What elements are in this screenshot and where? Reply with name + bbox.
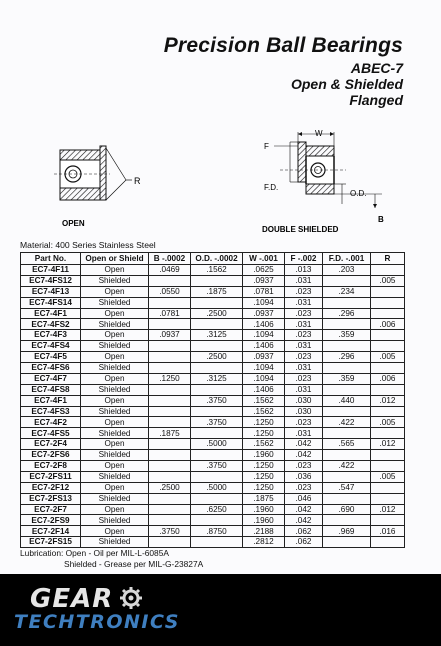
table-cell <box>149 439 191 450</box>
table-row <box>21 286 405 297</box>
table-cell: .042 <box>285 504 323 515</box>
table-cell: .0781 <box>243 286 285 297</box>
table-cell: .296 <box>323 352 371 363</box>
table-cell: .0625 <box>243 265 285 276</box>
table-cell: .031 <box>285 319 323 330</box>
subtitle-style: Flanged <box>349 92 403 108</box>
table-cell: .023 <box>285 286 323 297</box>
table-row <box>21 417 405 428</box>
table-cell: .023 <box>285 461 323 472</box>
table-cell: .0937 <box>243 352 285 363</box>
table-cell: .422 <box>323 461 371 472</box>
brand-word-techtronics: TECHTRONICS <box>14 611 180 633</box>
shielded-diagram-w-label: W <box>315 129 323 138</box>
table-row <box>21 341 405 352</box>
table-cell: .1960 <box>243 515 285 526</box>
table-row <box>21 395 405 406</box>
table-cell: EC7-4F11 <box>21 265 81 276</box>
table-cell: .1406 <box>243 341 285 352</box>
table-cell: .969 <box>323 526 371 537</box>
table-cell: Shielded <box>81 384 149 395</box>
table-cell: EC7-2FS9 <box>21 515 81 526</box>
table-cell: .1875 <box>149 428 191 439</box>
table-cell: .1960 <box>243 450 285 461</box>
table-cell: EC7-2FS11 <box>21 471 81 482</box>
table-cell <box>371 363 405 374</box>
table-cell: .1562 <box>243 395 285 406</box>
table-cell: Shielded <box>81 341 149 352</box>
table-cell <box>191 297 243 308</box>
material-note: Material: 400 Series Stainless Steel <box>20 240 156 250</box>
table-cell: EC7-2FS6 <box>21 450 81 461</box>
table-cell: EC7-4F2 <box>21 417 81 428</box>
table-row <box>21 265 405 276</box>
table-cell: Open <box>81 504 149 515</box>
table-cell: .042 <box>285 515 323 526</box>
table-row <box>21 493 405 504</box>
table-cell: EC7-4F5 <box>21 352 81 363</box>
table-cell: .1250 <box>243 461 285 472</box>
table-cell <box>323 341 371 352</box>
table-cell: Open <box>81 308 149 319</box>
table-cell <box>323 537 371 548</box>
table-cell <box>149 384 191 395</box>
table-cell: .030 <box>285 395 323 406</box>
table-cell: .031 <box>285 297 323 308</box>
table-cell: Shielded <box>81 319 149 330</box>
table-cell: .0937 <box>243 308 285 319</box>
table-cell: EC7-4FS4 <box>21 341 81 352</box>
table-cell: .234 <box>323 286 371 297</box>
table-cell: .1960 <box>243 504 285 515</box>
table-cell <box>149 275 191 286</box>
table-cell <box>149 515 191 526</box>
table-cell: .016 <box>371 526 405 537</box>
table-cell <box>323 471 371 482</box>
table-row <box>21 428 405 439</box>
table-cell: .2500 <box>191 308 243 319</box>
table-cell: .0937 <box>149 330 191 341</box>
table-cell <box>191 471 243 482</box>
table-cell <box>149 537 191 548</box>
table-cell: .0781 <box>149 308 191 319</box>
table-cell <box>149 395 191 406</box>
table-cell: .023 <box>285 417 323 428</box>
table-cell: Open <box>81 526 149 537</box>
open-diagram-r-label: R <box>134 176 141 186</box>
table-cell: .3750 <box>191 417 243 428</box>
table-cell: .031 <box>285 275 323 286</box>
table-cell: EC7-4F3 <box>21 330 81 341</box>
table-row <box>21 439 405 450</box>
table-cell <box>149 450 191 461</box>
open-diagram-caption: OPEN <box>62 219 85 228</box>
table-cell: .422 <box>323 417 371 428</box>
table-cell: .036 <box>285 471 323 482</box>
table-cell <box>149 352 191 363</box>
shielded-diagram-b-label: B <box>378 215 384 224</box>
table-cell: .1406 <box>243 384 285 395</box>
table-cell: EC7-4FS5 <box>21 428 81 439</box>
table-cell: .031 <box>285 384 323 395</box>
table-cell <box>191 537 243 548</box>
table-cell: .3750 <box>191 461 243 472</box>
table-cell: .2188 <box>243 526 285 537</box>
table-cell <box>149 493 191 504</box>
table-cell: EC7-4FS6 <box>21 363 81 374</box>
table-cell: Open <box>81 417 149 428</box>
page-title: Precision Ball Bearings <box>163 34 403 57</box>
table-cell <box>323 493 371 504</box>
table-cell <box>371 450 405 461</box>
table-cell <box>149 461 191 472</box>
table-cell <box>323 406 371 417</box>
table-row <box>21 330 405 341</box>
table-cell <box>191 341 243 352</box>
table-cell: .031 <box>285 428 323 439</box>
table-cell: .005 <box>371 417 405 428</box>
table-cell: EC7-2FS15 <box>21 537 81 548</box>
table-cell <box>371 308 405 319</box>
table-cell: .5000 <box>191 439 243 450</box>
table-cell <box>191 384 243 395</box>
table-cell: EC7-2FS13 <box>21 493 81 504</box>
table-cell: Open <box>81 395 149 406</box>
table-cell <box>191 450 243 461</box>
table-cell: .023 <box>285 352 323 363</box>
table-cell: .012 <box>371 504 405 515</box>
table-cell <box>371 384 405 395</box>
table-cell: .1094 <box>243 297 285 308</box>
lubrication-shielded: Shielded - Grease per MIL-G-23827A <box>64 559 204 569</box>
table-cell: .1250 <box>243 417 285 428</box>
table-cell: .023 <box>285 330 323 341</box>
table-cell: .296 <box>323 308 371 319</box>
col-header-f: F -.002 <box>285 253 323 265</box>
col-header-b: B -.0002 <box>149 253 191 265</box>
shielded-bearing-diagram <box>250 124 390 236</box>
open-bearing-section <box>54 146 132 200</box>
table-cell <box>371 428 405 439</box>
table-cell: .062 <box>285 526 323 537</box>
table-cell: .1094 <box>243 330 285 341</box>
table-cell: .030 <box>285 406 323 417</box>
table-cell <box>371 265 405 276</box>
table-cell <box>149 504 191 515</box>
table-cell: .1094 <box>243 373 285 384</box>
table-cell: .5000 <box>191 482 243 493</box>
table-cell <box>149 363 191 374</box>
table-cell: Open <box>81 330 149 341</box>
table-cell: .2500 <box>149 482 191 493</box>
table-cell: .023 <box>285 482 323 493</box>
table-cell: EC7-4F7 <box>21 373 81 384</box>
table-cell <box>371 493 405 504</box>
table-cell: Open <box>81 482 149 493</box>
table-cell: .023 <box>285 373 323 384</box>
table-cell: Open <box>81 461 149 472</box>
table-cell: .1094 <box>243 363 285 374</box>
table-cell: .005 <box>371 352 405 363</box>
table-cell: .359 <box>323 330 371 341</box>
table-cell <box>149 319 191 330</box>
col-header-w: W -.001 <box>243 253 285 265</box>
table-cell: .3750 <box>191 395 243 406</box>
table-cell: .440 <box>323 395 371 406</box>
table-cell: .203 <box>323 265 371 276</box>
table-cell: .1562 <box>243 439 285 450</box>
table-cell: .0469 <box>149 265 191 276</box>
table-row <box>21 504 405 515</box>
table-cell: EC7-2F12 <box>21 482 81 493</box>
table-cell <box>149 471 191 482</box>
table-cell: Open <box>81 439 149 450</box>
table-cell <box>191 275 243 286</box>
table-cell: EC7-4F13 <box>21 286 81 297</box>
table-cell: .3125 <box>191 373 243 384</box>
table-cell: .6250 <box>191 504 243 515</box>
table-cell: .3125 <box>191 330 243 341</box>
table-cell <box>371 297 405 308</box>
subtitle-grade: ABEC-7 <box>350 60 403 76</box>
table-cell: EC7-4FS8 <box>21 384 81 395</box>
table-cell: .2500 <box>191 352 243 363</box>
table-cell: Open <box>81 352 149 363</box>
table-cell <box>371 406 405 417</box>
table-cell: .031 <box>285 363 323 374</box>
table-cell: .1250 <box>243 482 285 493</box>
table-cell: .1562 <box>243 406 285 417</box>
table-cell <box>323 319 371 330</box>
brand-word-gear: GEAR <box>30 584 114 614</box>
table-cell: .006 <box>371 373 405 384</box>
subtitle-type: Open & Shielded <box>290 76 403 92</box>
table-cell <box>191 428 243 439</box>
table-cell: Shielded <box>81 515 149 526</box>
lubrication-note <box>20 548 203 570</box>
table-cell: .1250 <box>243 428 285 439</box>
table-cell: Open <box>81 373 149 384</box>
table-cell: .8750 <box>191 526 243 537</box>
table-cell <box>323 428 371 439</box>
table-row <box>21 319 405 330</box>
table-cell: .062 <box>285 537 323 548</box>
table-cell: EC7-2F4 <box>21 439 81 450</box>
table-cell <box>191 319 243 330</box>
table-cell: .046 <box>285 493 323 504</box>
table-cell: .1875 <box>243 493 285 504</box>
table-cell <box>371 461 405 472</box>
table-cell: .005 <box>371 471 405 482</box>
table-cell: EC7-4FS12 <box>21 275 81 286</box>
table-cell: EC7-4FS3 <box>21 406 81 417</box>
table-row <box>21 297 405 308</box>
gear-icon <box>120 587 142 609</box>
table-cell: .1250 <box>149 373 191 384</box>
col-header-fd: F.D. -.001 <box>323 253 371 265</box>
table-cell: EC7-4F1 <box>21 395 81 406</box>
table-cell: .1250 <box>243 471 285 482</box>
table-cell <box>323 275 371 286</box>
table-cell <box>149 417 191 428</box>
table-cell: Open <box>81 286 149 297</box>
table-cell: Shielded <box>81 406 149 417</box>
shielded-diagram-f-label: F <box>264 142 269 151</box>
table-cell <box>149 297 191 308</box>
table-cell <box>149 341 191 352</box>
table-cell: .012 <box>371 439 405 450</box>
table-cell: .359 <box>323 373 371 384</box>
open-bearing-diagram <box>40 140 190 235</box>
table-cell: Shielded <box>81 471 149 482</box>
table-row <box>21 515 405 526</box>
table-cell: Shielded <box>81 428 149 439</box>
table-cell <box>371 482 405 493</box>
table-cell: EC7-4FS2 <box>21 319 81 330</box>
table-row <box>21 482 405 493</box>
col-header-od: O.D. -.0002 <box>191 253 243 265</box>
table-cell: .005 <box>371 275 405 286</box>
table-cell <box>191 363 243 374</box>
table-cell: .0937 <box>243 275 285 286</box>
table-row <box>21 406 405 417</box>
table-cell: EC7-2F7 <box>21 504 81 515</box>
table-cell <box>191 493 243 504</box>
table-cell: EC7-4FS14 <box>21 297 81 308</box>
table-cell: .1562 <box>191 265 243 276</box>
table-cell: .547 <box>323 482 371 493</box>
spec-table-header <box>21 253 405 265</box>
table-cell <box>323 515 371 526</box>
table-cell <box>323 384 371 395</box>
table-cell: .042 <box>285 450 323 461</box>
shielded-diagram-od-label: O.D. <box>350 189 367 198</box>
col-header-r: R <box>371 253 405 265</box>
table-cell: .006 <box>371 319 405 330</box>
table-cell: .013 <box>285 265 323 276</box>
table-cell: .042 <box>285 439 323 450</box>
table-cell <box>191 515 243 526</box>
table-cell <box>323 450 371 461</box>
col-header-open-shield: Open or Shield <box>81 253 149 265</box>
table-row <box>21 308 405 319</box>
table-row <box>21 471 405 482</box>
table-cell: Shielded <box>81 275 149 286</box>
table-cell: .565 <box>323 439 371 450</box>
table-row <box>21 352 405 363</box>
table-row <box>21 384 405 395</box>
table-cell <box>191 406 243 417</box>
table-row <box>21 450 405 461</box>
table-cell <box>371 515 405 526</box>
table-cell: EC7-2F14 <box>21 526 81 537</box>
table-cell: .1875 <box>191 286 243 297</box>
shielded-diagram-caption: DOUBLE SHIELDED <box>262 225 339 234</box>
table-cell <box>149 406 191 417</box>
table-row <box>21 537 405 548</box>
table-cell <box>323 363 371 374</box>
table-row <box>21 373 405 384</box>
table-cell: Shielded <box>81 297 149 308</box>
table-cell: .0550 <box>149 286 191 297</box>
table-cell: .012 <box>371 395 405 406</box>
table-cell <box>371 330 405 341</box>
table-cell <box>371 537 405 548</box>
table-cell: Shielded <box>81 363 149 374</box>
table-cell: Shielded <box>81 537 149 548</box>
table-cell: EC7-2F8 <box>21 461 81 472</box>
table-cell: .2812 <box>243 537 285 548</box>
table-row <box>21 526 405 537</box>
table-cell: Shielded <box>81 450 149 461</box>
table-cell: .031 <box>285 341 323 352</box>
table-row <box>21 461 405 472</box>
table-cell <box>323 297 371 308</box>
table-cell: .1406 <box>243 319 285 330</box>
table-cell: Shielded <box>81 493 149 504</box>
table-cell: .023 <box>285 308 323 319</box>
table-cell: Open <box>81 265 149 276</box>
table-cell: EC7-4F1 <box>21 308 81 319</box>
table-cell <box>371 341 405 352</box>
table-cell: .3750 <box>149 526 191 537</box>
col-header-part-no: Part No. <box>21 253 81 265</box>
shielded-diagram-fd-label: F.D. <box>264 183 279 192</box>
table-row <box>21 275 405 286</box>
spec-table <box>20 252 405 548</box>
table-cell: .690 <box>323 504 371 515</box>
table-cell <box>371 286 405 297</box>
table-row <box>21 363 405 374</box>
lubrication-open: Lubrication: Open - Oil per MIL-L-6085A <box>20 548 169 558</box>
